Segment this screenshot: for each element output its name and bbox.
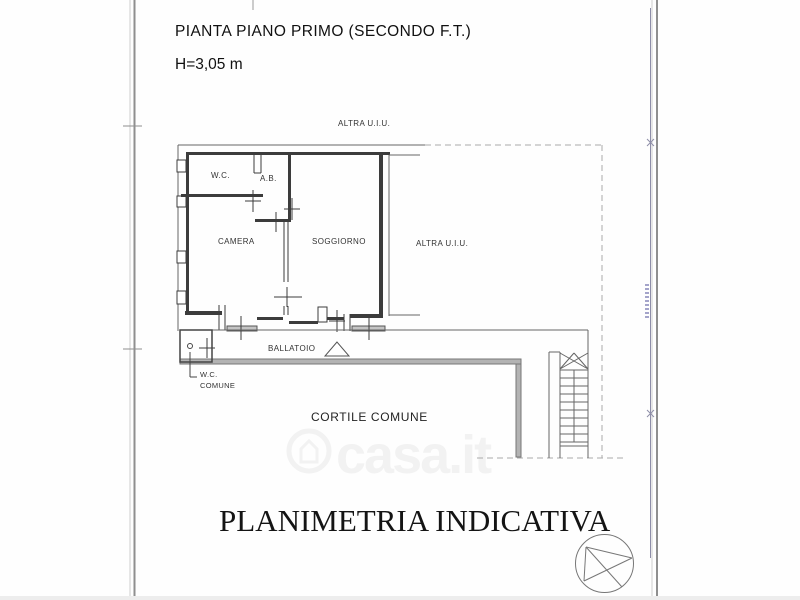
compass-circle-icon [576, 535, 634, 593]
label-wc-comune-2: COMUNE [200, 381, 236, 390]
illegible-vertical-annotation [645, 284, 649, 320]
house-in-circle-icon [289, 431, 329, 471]
dimension-line [647, 8, 654, 558]
triangle-marker-icon [325, 342, 349, 356]
staircase-icon [549, 330, 588, 458]
label-wc-comune-1: W.C. [200, 370, 218, 379]
watermark-text: casa.it [336, 425, 491, 485]
label-ballatoio: BALLATOIO [268, 344, 316, 353]
height-note: H=3,05 m [175, 56, 243, 73]
label-soggiorno: SOGGIORNO [312, 237, 366, 246]
label-ab: A.B. [260, 174, 277, 183]
label-camera: CAMERA [218, 237, 255, 246]
label-wc: W.C. [211, 171, 230, 180]
page-title: PIANTA PIANO PRIMO (SECONDO F.T.) [175, 23, 472, 40]
footer-title: PLANIMETRIA INDICATIVA [219, 503, 611, 538]
adjacent-unit-walls [389, 155, 420, 316]
label-top-unit: ALTRA U.I.U. [338, 119, 391, 128]
label-right-unit: ALTRA U.I.U. [416, 239, 469, 248]
gallery-walls [180, 330, 588, 457]
label-cortile: CORTILE COMUNE [311, 410, 428, 424]
